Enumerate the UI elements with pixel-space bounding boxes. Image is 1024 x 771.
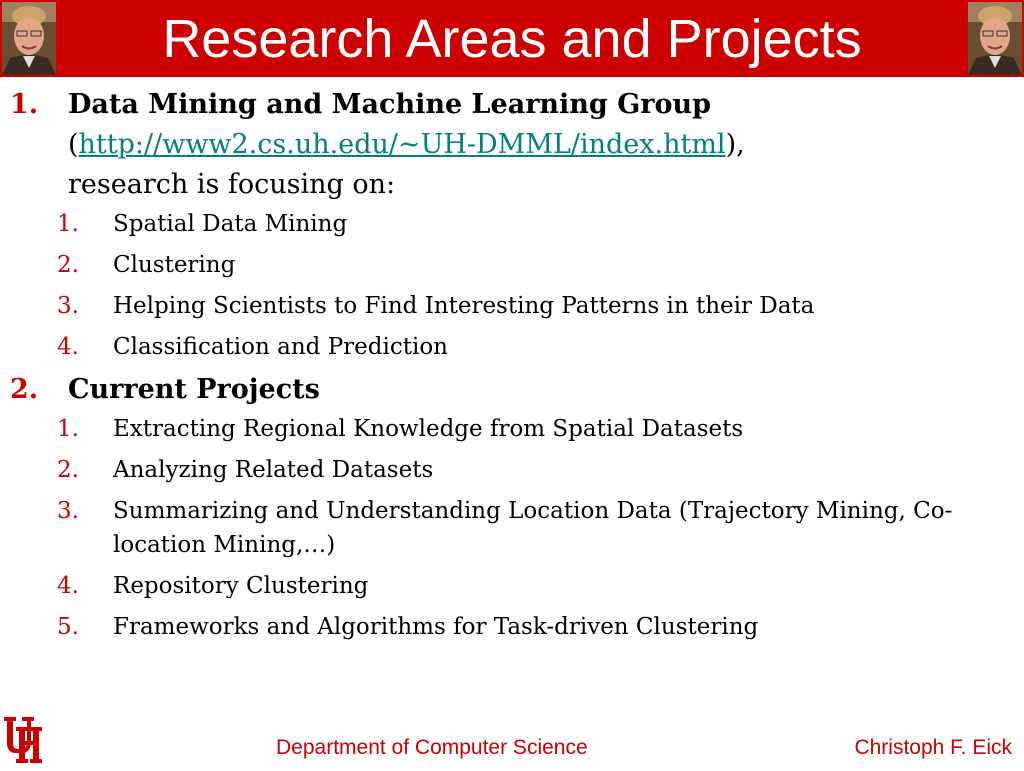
- list-item-number: 4.: [57, 573, 79, 599]
- section-1-continuation: research is focusing on:: [68, 169, 396, 200]
- list-item-text: Clustering: [113, 252, 236, 278]
- open-paren: (: [68, 129, 79, 160]
- dmml-link[interactable]: http://www2.cs.uh.edu/~UH-DMML/index.html: [78, 129, 726, 160]
- title-bar: [0, 0, 1024, 77]
- footer-author: Christoph F. Eick: [854, 736, 1012, 759]
- list-item-text: Classification and Prediction: [113, 334, 448, 360]
- portrait-photo-icon: [968, 2, 1022, 75]
- uh-logo-icon: [2, 713, 44, 771]
- section-1: [0, 85, 1024, 205]
- list-item-number: 4.: [57, 334, 79, 360]
- section-2: [0, 370, 1024, 410]
- section-1-heading: Data Mining and Machine Learning Group: [68, 89, 712, 120]
- list-item: [0, 453, 1024, 487]
- list-item-text: Analyzing Related Datasets: [113, 457, 434, 483]
- section-1-number: 1.: [10, 89, 39, 120]
- list-item: [0, 330, 1024, 364]
- list-item: [0, 289, 1024, 323]
- section-2-heading: Current Projects: [68, 374, 320, 405]
- page-title: Research Areas and Projects: [162, 9, 862, 69]
- list-item: [0, 494, 1024, 562]
- list-item-number: 5.: [57, 614, 79, 640]
- list-item-number: 3.: [57, 293, 79, 319]
- close-paren: ),: [725, 129, 745, 160]
- list-item: [0, 569, 1024, 603]
- list-item-number: 1.: [57, 211, 79, 237]
- list-item-text: Summarizing and Understanding Location Data (Trajectory Mining, Co-location Mining,…): [113, 498, 953, 558]
- list-item-text: Frameworks and Algorithms for Task-driven Clustering: [113, 614, 759, 640]
- list-item-text: Spatial Data Mining: [113, 211, 348, 237]
- slide-content: [0, 85, 1024, 644]
- list-item: [0, 207, 1024, 241]
- list-item-text: Helping Scientists to Find Interesting Patterns in their Data: [113, 293, 815, 319]
- list-item: [0, 412, 1024, 446]
- list-item-text: Repository Clustering: [113, 573, 369, 599]
- list-item-number: 1.: [57, 416, 79, 442]
- list-item: [0, 610, 1024, 644]
- list-item-number: 2.: [57, 457, 79, 483]
- list-item: [0, 248, 1024, 282]
- list-item-number: 2.: [57, 252, 79, 278]
- section-2-number: 2.: [10, 374, 39, 405]
- footer-department: Department of Computer Science: [276, 736, 588, 759]
- portrait-photo-icon: [2, 2, 56, 75]
- list-item-number: 3.: [57, 498, 79, 524]
- list-item-text: Extracting Regional Knowledge from Spatial Datasets: [113, 416, 744, 442]
